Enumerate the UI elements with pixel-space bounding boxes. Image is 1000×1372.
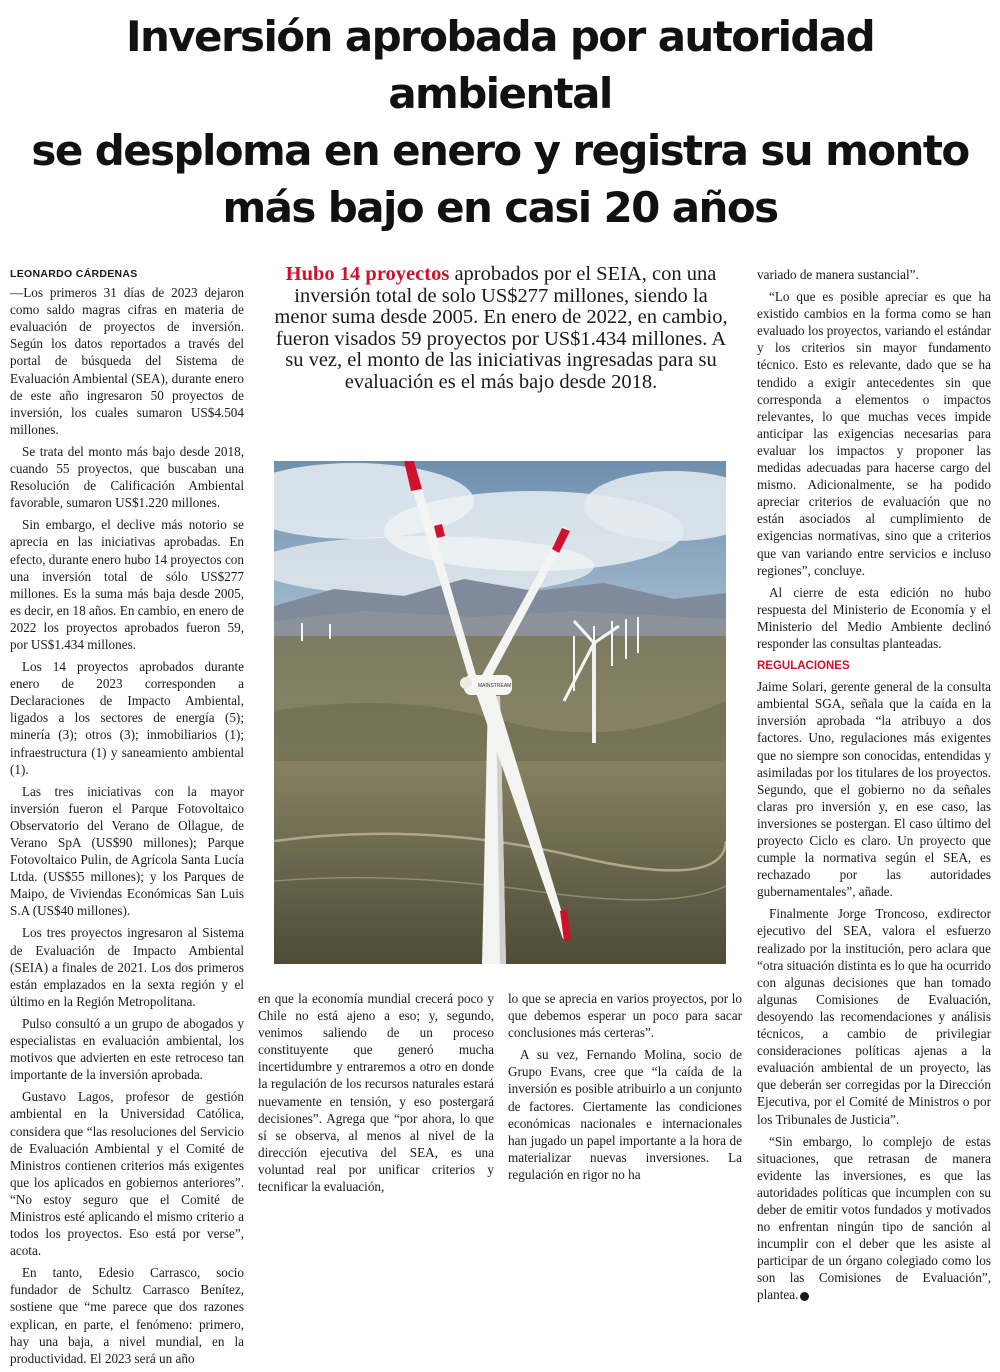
paragraph-final	[757, 1133, 991, 1304]
article-column-1	[10, 266, 244, 1372]
article-column-4	[757, 266, 991, 1309]
paragraph: Pulso consultó a un grupo de abogados y especialistas en evaluación ambiental, los motivos que advierten en este retroceso tan importante de la inversión aprobada.	[10, 1015, 244, 1083]
subheading: REGULACIONES	[757, 660, 850, 673]
paragraph: A su vez, Fernando Molina, socio de Grupo Evans, cree que “la caída de la inversión es posible atribuirlo a un conjunto de factores. Ciertamente las condiciones económicas nacionales e internacionales han jugado un papel importante a la hora de materializar nuevas inversiones. La regulación en rigor no ha	[508, 1047, 742, 1182]
end-mark-icon	[800, 1292, 809, 1301]
paragraph: Se trata del monto más bajo desde 2018, cuando 55 proyectos, que buscaban una Resolución de Calificación Ambiental favorable, sumaron US$1.220 millones.	[10, 443, 244, 511]
paragraph: Los tres proyectos ingresaron al Sistema de Evaluación de Impacto Ambiental (SEIA) a finales de 2021. Los dos primeros están emplazados en la sexta región y el último en la Región Metropolitana.	[10, 925, 244, 1009]
turbine-brand-label: MAINSTREAM	[478, 683, 512, 689]
article-column-3	[508, 990, 742, 1188]
paragraph: En tanto, Edesio Carrasco, socio fundador de Schultz Carrasco Benítez, sostiene que “me parece que dos razones explican, en parte, el fenómeno: primero, hay una baja, a nivel mundial, en la productividad. El 2023 será un año	[10, 1265, 244, 1366]
headline-line-1: Inversión aprobada por autoridad ambiental	[125, 12, 875, 118]
article-column-2	[258, 990, 494, 1200]
headline	[12, 8, 988, 236]
paragraph: —Los primeros 31 días de 2023 dejaron como saldo magras cifras en materia de evaluación de proyectos de inversión. Según los datos reportados a través del portal de búsqueda del Sistema de Evaluación Ambiental (SEA), durante enero de este año ingresaron 50 proyectos de inversión, los cuales sumaron US$4.504 millones.	[10, 285, 244, 437]
byline: LEONARDO CÁRDENAS	[10, 268, 138, 280]
paragraph: lo que se aprecia en varios proyectos, por lo que debemos esperar un poco para sacar conclusiones más certeras”.	[508, 991, 742, 1041]
paragraph: Los 14 proyectos aprobados durante enero de 2023 corresponden a Declaraciones de Impacto Ambiental, ligados a los sectores de energía (5); minería (3); otros (3); inmobiliarios (1); infraestructura (1) y saneamiento ambiental (1).	[10, 659, 244, 777]
paragraph: Las tres iniciativas con la mayor inversión fueron el Parque Fotovoltaico Observatorio del Verano de Ollague, de Verano SpA (US$90 millones); Parque Fotovoltaico Pulin, de Agrícola Santa Lucía Ltda. (US$55 millones); y los Parques de Maipo, de Viviendas Económicas San Luis S.A (US$40 millones).	[10, 783, 244, 919]
paragraph: Sin embargo, el declive más notorio se aprecia en las iniciativas aprobadas. En efecto, durante enero hubo 14 proyectos con una inversión total de sólo US$277 millones. Es la suma más baja desde 2005, es decir, en 18 años. En cambio, en enero de 2022 los proyectos aprobados fueron 59, por US$1.434 millones.	[10, 517, 244, 652]
paragraph: Finalmente Jorge Troncoso, exdirector ejecutivo del SEA, valora el esfuerzo realizado por la institución, pero aclara que “otra situación distinta es lo que ha ocurrido con algunas decisiones que han tomado algunas Comisiones de Evaluación, desoyendo las recomendaciones y análisis técnicos, a cambio de privilegiar consideraciones políticas ajenas a la evaluación ambiental de un proyecto, las que deberán ser corregidas por la Dirección Ejecutiva, por el Comité de Ministros o por los Tribunales de Justicia”.	[757, 906, 991, 1127]
paragraph: Jaime Solari, gerente general de la consulta ambiental SGA, señala que la caída en la inversión aprobada “la atribuyo a dos factores. Uno, regulaciones más exigentes que no siempre son conocidas, entendidas y asimiladas por los titulares de los proyectos. Segundo, que el gobierno no da señales claras pro inversión y, en ese caso, las inversiones se postergan. El caso último del proyecto Ciclo es claro. Un proyecto que cumple la normativa según el SEA, es rechazado por las autoridades gubernamentales”, añade.	[757, 679, 991, 900]
pull-quote-text: aprobados por el SEIA, con una inversión total de solo US$277 millones, siendo la menor suma desde 2005. En enero de 2022, en cambio, fueron visados 59 proyectos por US$1.434 millones. A su vez, el monto de las iniciativas ingresadas para su evaluación es el más bajo desde 2018.	[274, 263, 728, 393]
paragraph: variado de manera sustancial”.	[757, 267, 919, 282]
wind-farm-photo	[274, 461, 726, 964]
paragraph: Al cierre de esta edición no hubo respuesta del Ministerio de Economía y el Ministerio del Medio Ambiente declinó responder las consultas planteadas.	[757, 584, 991, 651]
headline-line-2: se desploma en enero y registra su monto	[31, 126, 969, 175]
paragraph: en que la economía mundial crecerá poco y Chile no está ajeno a eso; y, segundo, venimos saliendo de un proceso constituyente que generó mucha incertidumbre y entraremos a otro en donde la regulación de los recursos naturales estará nuevamente en tensión, y eso postergará decisiones”. Agrega que “por ahora, lo que sí se observa, al menos al nivel de la dirección ejecutiva del SEA, es una voluntad real por unificar criterios y tecnificar la evaluación,	[258, 991, 494, 1195]
pull-quote	[268, 264, 734, 394]
headline-line-3: más bajo en casi 20 años	[222, 183, 778, 232]
paragraph-text: “Sin embargo, lo complejo de estas situaciones, que retrasan de manera evidente las inversiones, es que las autoridades políticas que incumplen con su deber de emitir votos fundados y motivados no enfrentan ningún tipo de sanción al incumplir con el deber que les asiste al participar de un órgano colegiado como los son las Comisiones de Evaluación”, plantea.	[757, 1133, 991, 1303]
pull-quote-lead: Hubo 14 proyectos	[285, 263, 450, 285]
paragraph: “Lo que es posible apreciar es que ha existido cambios en la forma como se han evaluado los proyectos, variando el estándar y los criterios sin mayor fundamento técnico. Esto es relevante, dado que se ha tendido a exigir antecedentes sin que corresponda a elementos o impactos relevantes, lo que muchas veces impide anticipar las exigencias necesarias para evaluar los impactos y proponer las medidas adecuadas para hacerse cargo del mismo. Adicionalmente, se ha podido apreciar criterios de evaluación que no están asociados al cumplimiento de exigencias normativas, sino que a criterios que van variando entre servicios e incluso regiones”, concluye.	[757, 289, 991, 578]
paragraph: Gustavo Lagos, profesor de gestión ambiental en la Universidad Católica, considera que “las resoluciones del Servicio de Evaluación Ambiental y el Comité de Ministros contienen criterios más exigentes que los aplicados en gobiernos anteriores”. “No estoy seguro que el Comité de Ministros esté aplicando el mismo criterio a todos los proyectos. Eso está por verse”, acota.	[10, 1089, 244, 1259]
